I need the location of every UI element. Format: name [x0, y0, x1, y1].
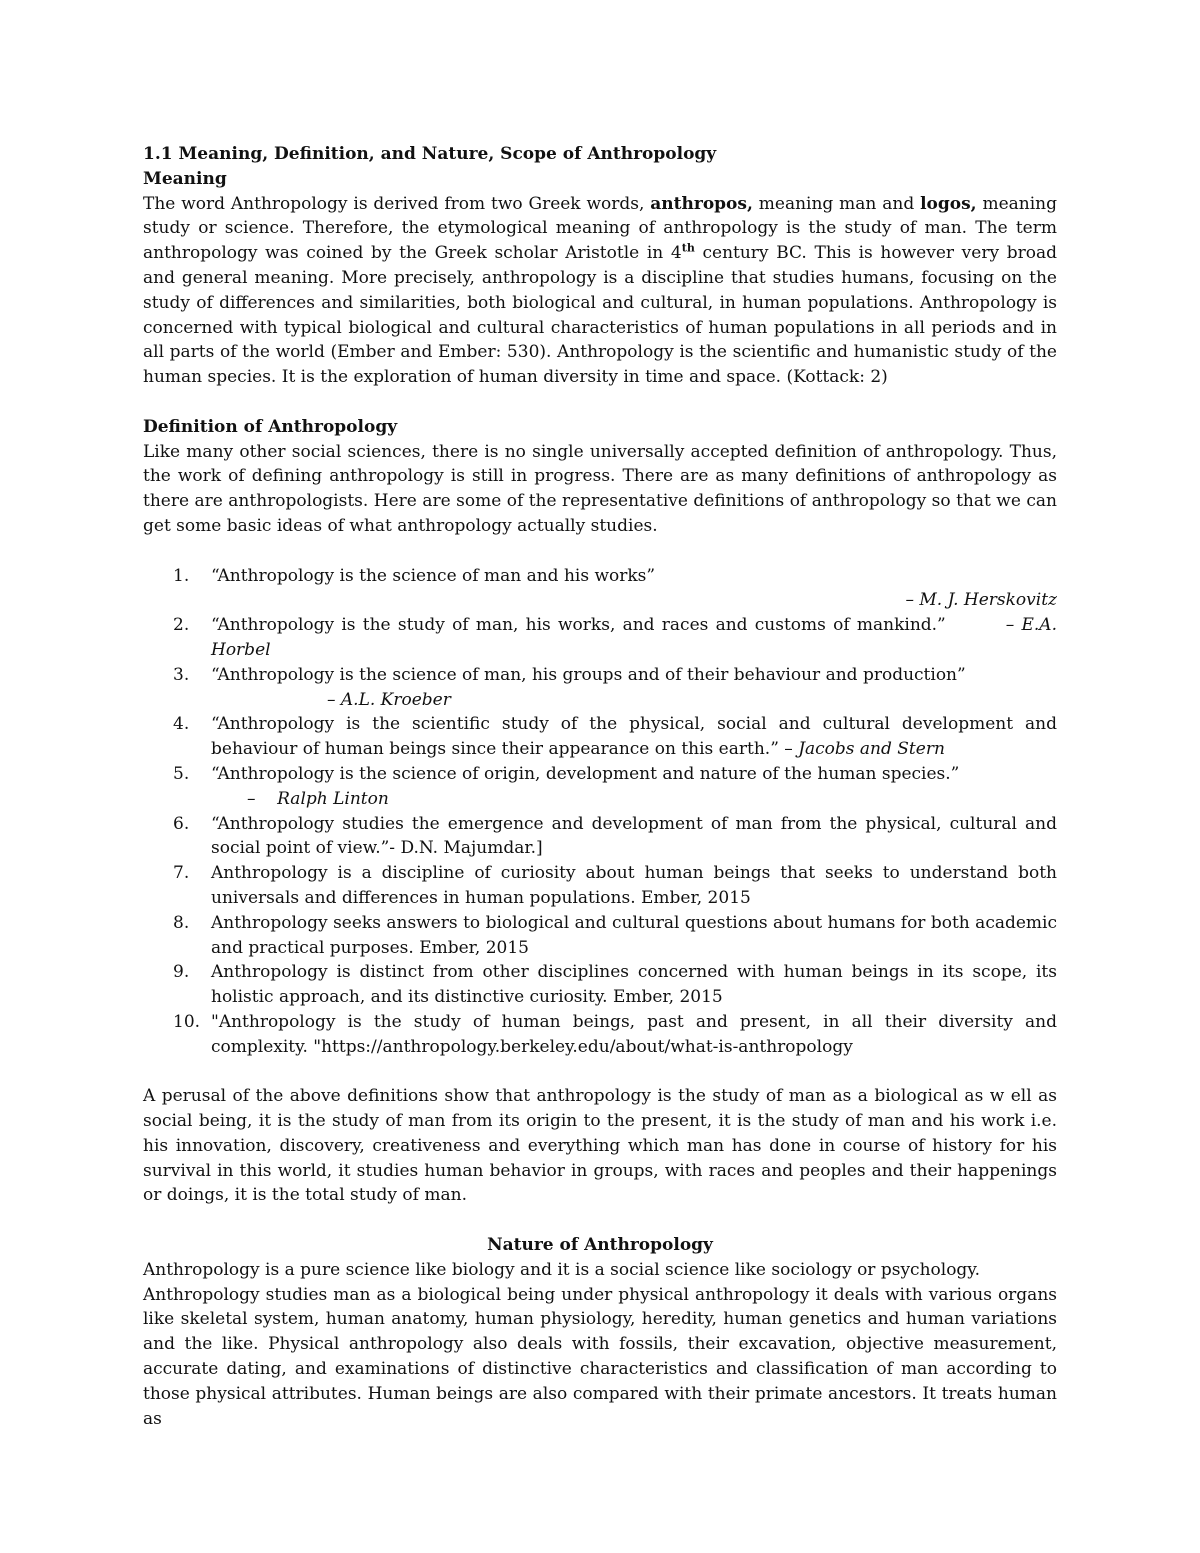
meaning-text: meaning man and — [752, 193, 921, 214]
nature-paragraph: Anthropology studies man as a biological being under physical anthropology it deals with various organs like skeletal system, human anatomy, human physiology, heredity, human genetics and human variations and the like. Physical anthropology also deals with fossils, their excavation, objective measurement, accurate dating, and examinations of distinctive characteristics and classification of man according to those physical attributes. Human beings are also compared with their primate ancestors. It treats human as — [143, 1284, 1057, 1429]
meaning-text: The word Anthropology is derived from two Greek words, — [143, 193, 651, 214]
summary-paragraph: A perusal of the above definitions show that anthropology is the study of man as a biological as w ell as social being, it is the study of man from its origin to the present, it is the study of man and his work i.e. his innovation, discovery, creativeness and everything which man has done in course of history for his survival in this world, it studies human behavior in groups, with races and peoples and their happenings or doings, it is the total study of man. — [143, 1086, 1057, 1206]
definition-item — [143, 960, 1057, 1010]
definition-heading: Definition of Anthropology — [143, 416, 398, 437]
item-number: 2. — [173, 615, 190, 636]
section-title: 1.1 Meaning, Definition, and Nature, Scope of Anthropology — [143, 144, 717, 164]
definition-text: “Anthropology studies the emergence and development of man from the physical, cultural and social point of view.”- D.N. Majumdar.] — [211, 813, 1057, 859]
definition-text: "Anthropology is the study of human beings, past and present, in all their diversity and complexity. "https://anthropology.berkeley.edu/about/what-is-anthropology — [211, 1011, 1057, 1057]
definition-text: Anthropology seeks answers to biological and cultural questions about humans for both academic and practical purposes. Ember, 2015 — [211, 912, 1057, 958]
definition-item — [143, 564, 1057, 614]
definition-text: “Anthropology is the science of man, his groups and of their behaviour and production” — [211, 664, 966, 685]
term-logos: logos, — [920, 193, 977, 214]
item-number: 9. — [173, 962, 190, 983]
definition-attribution: – E.A. Horbel — [211, 615, 1057, 660]
meaning-text: meaning study or science. Therefore, the etymological meaning of anthropology is the study of man. The term anthropology was coined by the Greek scholar Aristotle in 4 — [143, 193, 1057, 264]
definition-item — [143, 712, 1057, 762]
definition-item — [143, 911, 1057, 961]
definition-item — [143, 663, 1057, 713]
definition-attribution: – M. J. Herskovitz — [905, 590, 1057, 611]
definition-text: “Anthropology is the study of man, his works, and races and customs of mankind.” — [211, 615, 946, 636]
item-number: 10. — [173, 1011, 201, 1032]
nature-line: Anthropology is a pure science like biology and it is a social science like sociology or psychology. — [143, 1259, 981, 1280]
definition-item — [143, 861, 1057, 911]
meaning-text: century BC. This is however very broad and general meaning. More precisely, anthropology is a discipline that studies humans, focusing on the study of differences and similarities, both biological and cultural, in human populations. Anthropology is concerned with typical biological and cultural characteristics of human populations in all periods and in all parts of the world (Ember and Ember: 530). Anthropology is the scientific and humanistic study of the human species. It is the exploration of human diversity in time and space. (Kottack: 2) — [143, 243, 1057, 388]
item-number: 8. — [173, 912, 190, 933]
definition-text: Anthropology is a discipline of curiosity about human beings that seeks to understand both universals and differences in human populations. Ember, 2015 — [211, 863, 1057, 908]
item-number: 7. — [173, 863, 190, 884]
ordinal-superscript: th — [681, 241, 695, 255]
item-number: 6. — [173, 813, 190, 834]
definition-text: Anthropology is distinct from other disciplines concerned with human beings in its scope, its holistic approach, and its distinctive curiosity. Ember, 2015 — [211, 962, 1057, 1008]
definition-text: “Anthropology is the science of man and his works” — [211, 565, 656, 586]
meaning-paragraph — [143, 192, 1057, 390]
definition-text: “Anthropology is the science of origin, development and nature of the human species.” — [211, 763, 960, 784]
meaning-heading: Meaning — [143, 168, 227, 189]
item-number: 1. — [173, 565, 190, 586]
definition-attribution: Jacobs and Stern — [798, 739, 945, 760]
definition-item — [143, 1010, 1057, 1060]
definition-attribution: – Ralph Linton — [247, 788, 389, 809]
nature-heading: Nature of Anthropology — [487, 1235, 713, 1256]
term-anthropos: anthropos, — [650, 193, 753, 214]
item-number: 4. — [173, 714, 190, 735]
definition-attribution: – A.L. Kroeber — [327, 689, 451, 710]
definition-item — [143, 812, 1057, 862]
definition-item — [143, 762, 1057, 812]
definition-item — [143, 613, 1057, 663]
definition-text: “Anthropology is the scientific study of the physical, social and cultural development and behaviour of human beings since their appearance on this earth.” – — [211, 714, 1057, 760]
item-number: 5. — [173, 763, 190, 784]
definitions-list — [143, 564, 1057, 1060]
document-body — [143, 142, 1057, 1431]
definition-intro: Like many other social sciences, there is no single universally accepted definition of anthropology. Thus, the work of defining anthropology is still in progress. There are as many definitions of anthropology as there are anthropologists. Here are some of the representative definitions of anthropology so that we can get some basic ideas of what anthropology actually studies. — [143, 441, 1057, 536]
item-number: 3. — [173, 664, 190, 685]
